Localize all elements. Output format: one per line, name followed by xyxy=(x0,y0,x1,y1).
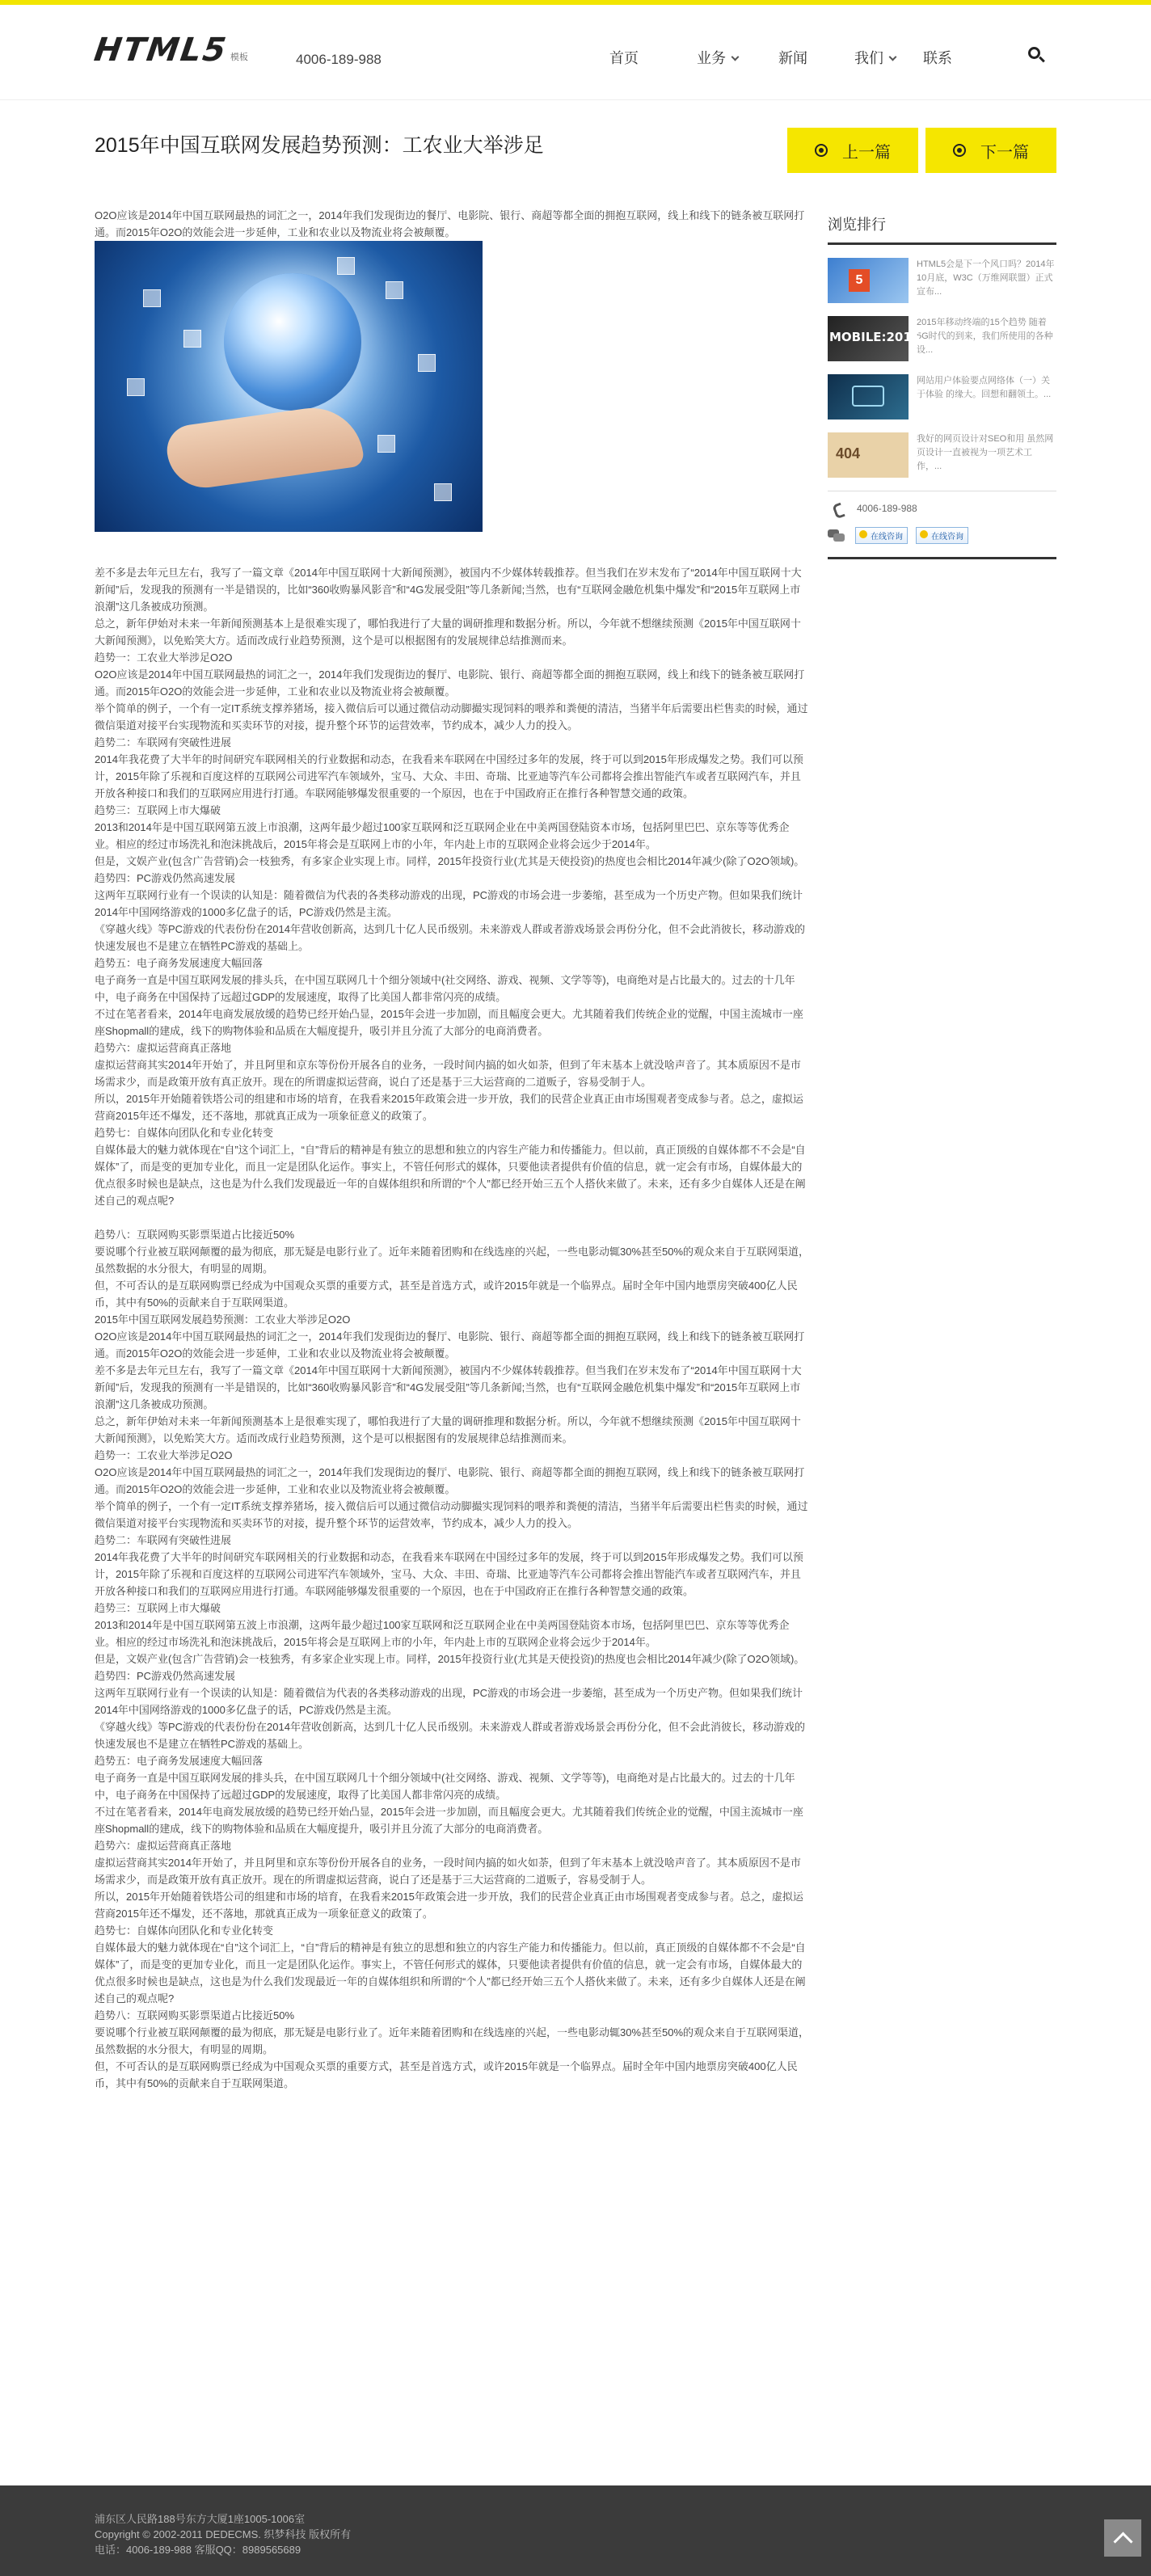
article-paragraph: 趋势八：互联网购买影票渠道占比接近50% xyxy=(95,1229,295,1241)
article-title-row xyxy=(95,128,1056,176)
article-paragraph: 虚拟运营商其实2014年开始了，并且阿里和京东等份份开展各自的业务，一段时间内搞的如火如荼，但到了年末基本上就没啥声音了。其本质原因不是市场需求少，而是政策开放有真正放开。现在的所谓虚拟运营商，说白了还是基于三大运营商的二道贩子，容易受制于人。 xyxy=(95,1059,801,1088)
logo-subtitle: 模板 xyxy=(230,53,248,62)
article-paragraph: 但是，文娱产业(包含广告营销)会一枝独秀，有多家企业实现上市。同样，2015年投资行业(尤其是天使投资)的热度也会相比2014年减少(除了O2O领域)。 xyxy=(95,1653,805,1665)
article-paragraph: 2014年我花费了大半年的时间研究车联网相关的行业数据和动态，在我看来车联网在中国经过多年的发展，终于可以到2015年形成爆发之势。我们可以预计，2015年除了乐视和百度这样的互联网公司进军汽车领域外，宝马、大众、丰田、奇瑞、比亚迪等汽车公司都将会推出智能汽车或者互联网汽车，并且开放各种接口和我们的互联网应用进行打通。车联网能够爆发很重要的一个原因，也在于中国政府正在推行各种智慧交通的政策。 xyxy=(95,753,803,799)
html5-badge-icon: 5 xyxy=(849,269,870,292)
nav-item-about[interactable]: 我们 xyxy=(854,47,896,68)
circle-dot-icon xyxy=(953,144,966,157)
prev-article-button[interactable]: 上一篇 xyxy=(787,128,918,173)
nav-item-business[interactable]: 业务 xyxy=(697,47,738,68)
article-paragraph: 但是，文娱产业(包含广告营销)会一枝独秀，有多家企业实现上市。同样，2015年投资行业(尤其是天使投资)的热度也会相比2014年减少(除了O2O领域)。 xyxy=(95,855,805,867)
chevron-down-icon xyxy=(731,53,740,61)
sidebar-title: 浏览排行 xyxy=(828,213,1056,245)
article-paragraph: 不过在笔者看来，2014年电商发展放缓的趋势已经开始凸显，2015年会进一步加剧，而且幅度会更大。尤其随着我们传统企业的觉醒，中国主流城市一座座Shopmall的建成，线下的购物体验和品质在大幅度提升，吸引并且分流了大部分的电商消费者。 xyxy=(95,1806,803,1835)
page-title: 2015年中国互联网发展趋势预测：工农业大举涉足 xyxy=(95,134,544,157)
chevron-down-icon xyxy=(889,53,897,61)
article-paragraph: 趋势三：互联网上市大爆破 xyxy=(95,1602,221,1614)
article-paragraph: 趋势七：自媒体向团队化和专业化转变 xyxy=(95,1925,274,1937)
article-paragraph: 自媒体最大的魅力就体现在“自”这个词汇上，“自”背后的精神是有独立的思想和独立的内容生产能力和传播能力。但以前，真正顶级的自媒体都不不会是“自媒体”了，而是变的更加专业化，而且一定是团队化运作。事实上，不管任何形式的媒体，只要他读者提供有价值的信息，就一定会有市场，自媒体最大的优点很多时候也是缺点，这也是为什么我们发现最近一年的自媒体组织和所谓的“个人”都已经开始三五个人搭伙来做了。未来，还有多少自媒体人还是在阐述自己的观点呢? xyxy=(95,1144,806,1207)
article-paragraph: 要说哪个行业被互联网颠覆的最为彻底，那无疑是电影行业了。近年来随着团购和在线选座的兴起，一些电影动辄30%甚至50%的观众来自于互联网渠道，虽然数据的水分很大，有明显的周期。 xyxy=(95,1246,810,1275)
rank-item[interactable] xyxy=(828,374,1056,419)
article-paragraph: O2O应该是2014年中国互联网最热的词汇之一，2014年我们发现街边的餐厅、电影院、银行、商超等都全面的拥抱互联网，线上和线下的链条被互联网打通。而2015年O2O的效能会进一步延伸，工业和农业以及物流业将会被颠覆。 xyxy=(95,668,805,698)
footer-copyright: Copyright © 2002-2011 DEDECMS. 织梦科技 版权所有 xyxy=(95,2528,352,2540)
nav-item-contact[interactable]: 联系 xyxy=(923,50,952,66)
sidebar xyxy=(828,207,1056,559)
article-paragraph: O2O应该是2014年中国互联网最热的词汇之一，2014年我们发现街边的餐厅、电影院、银行、商超等都全面的拥抱互联网，线上和线下的链条被互联网打通。而2015年O2O的效能会进一步延伸，工业和农业以及物流业将会被颠覆。 xyxy=(95,1466,805,1495)
rank-thumb xyxy=(828,374,909,419)
article-paragraph: 趋势一：工农业大举涉足O2O xyxy=(95,1449,233,1461)
rank-item-text: 网站用户体验要点网络体（一）关于体验 的缘大。回想和翻领土。... xyxy=(917,376,1052,399)
circle-dot-icon xyxy=(815,144,828,157)
footer-contact: 电话：4006-189-988 客服QQ：8989565689 xyxy=(95,2544,301,2556)
article-paragraph: 但，不可否认的是互联网购票已经成为中国观众买票的重要方式，甚至是首选方式，或许2015年就是一个临界点。届时全年中国内地票房突破400亿人民币，其中有50%的贡献来自于互联网渠道。 xyxy=(95,2060,798,2089)
article-paragraph: O2O应该是2014年中国互联网最热的词汇之一，2014年我们发现街边的餐厅、电影院、银行、商超等都全面的拥抱互联网，线上和线下的链条被互联网打通。而2015年O2O的效能会进一步延伸，工业和农业以及物流业将会被颠覆。 xyxy=(95,209,805,238)
article-paragraph: 但，不可否认的是互联网购票已经成为中国观众买票的重要方式，甚至是首选方式，或许2015年就是一个临界点。届时全年中国内地票房突破400亿人民币，其中有50%的贡献来自于互联网渠道。 xyxy=(95,1280,798,1309)
qq-consult-button[interactable]: 在线咨询 xyxy=(855,527,908,544)
article-paragraph: 趋势三：互联网上市大爆破 xyxy=(95,804,221,816)
qq-consult-button[interactable]: 在线咨询 xyxy=(916,527,968,544)
article-paragraph: 所以，2015年开始随着铁塔公司的组建和市场的培育，在我看来2015年政策会进一步开放，我们的民营企业真正由市场围观者变成参与者。总之，虚拟运营商2015年还不爆发，还不落地，那就真正成为一项象征意义的政策了。 xyxy=(95,1093,803,1122)
article-paragraph xyxy=(95,1209,810,1226)
footer-address: 浦东区人民路188号东方大厦1座1005-1006室 xyxy=(95,2513,306,2525)
article-paragraph: 不过在笔者看来，2014年电商发展放缓的趋势已经开始凸显，2015年会进一步加剧，而且幅度会更大。尤其随着我们传统企业的觉醒，中国主流城市一座座Shopmall的建成，线下的购物体验和品质在大幅度提升，吸引并且分流了大部分的电商消费者。 xyxy=(95,1008,803,1037)
device-icon xyxy=(852,386,884,407)
footer xyxy=(0,2485,1151,2576)
header-hotline: 4006-189-988 xyxy=(296,52,382,67)
phone-icon xyxy=(833,503,844,514)
article-paragraph: 趋势五：电子商务发展速度大幅回落 xyxy=(95,957,264,969)
article-paragraph: 趋势四：PC游戏仍然高速发展 xyxy=(95,872,236,884)
article-paragraph: O2O应该是2014年中国互联网最热的词汇之一，2014年我们发现街边的餐厅、电影院、银行、商超等都全面的拥抱互联网，线上和线下的链条被互联网打通。而2015年O2O的效能会进一步延伸，工业和农业以及物流业将会被颠覆。 xyxy=(95,1330,805,1360)
article-paragraph: 电子商务一直是中国互联网发展的排头兵，在中国互联网几十个细分领域中(社交网络、游戏、视频、文学等等)，电商绝对是占比最大的。过去的十几年中，电子商务在中国保持了远超过GDP的发展速度，取得了比美国人都非常闪亮的成绩。 xyxy=(95,1772,795,1801)
article-paragraph: 举个简单的例子，一个有一定IT系统支撑养猪场，接入微信后可以通过微信动动脚撮实现饲料的喂养和粪便的清洁，当猪半年后需要出栏售卖的时候，通过微信渠道对接平台实现物流和买卖环节的对接，提升整个环节的运营效率，节约成本，减少人力的投入。 xyxy=(95,702,808,731)
article-paragraph: 趋势八：互联网购买影票渠道占比接近50% xyxy=(95,2009,295,2022)
logo[interactable] xyxy=(91,32,248,69)
article-paragraph: 差不多是去年元旦左右，我写了一篇文章《2014年中国互联网十大新闻预测》，被国内不少媒体转载推荐。但当我们在岁末发布了“2014年中国互联网十大新闻”后，发现我的预测有一半是错误的，比如“360收购暴风影音”和“4G发展受阻”等几条新闻;当然，也有“互联网金融危机集中爆发”和“2015年互联网上市浪潮”这几条被成功预测。 xyxy=(95,1364,802,1410)
next-article-button[interactable]: 下一篇 xyxy=(925,128,1056,173)
rank-item-text: 我好的网页设计对SEO和用 虽然网页设计一直被视为一项艺术工作，... xyxy=(917,434,1054,471)
nav-item-home[interactable]: 首页 xyxy=(609,50,639,66)
main-nav xyxy=(588,47,952,68)
rank-item-text: HTML5会是下一个风口吗？2014年10月底，W3C（万维网联盟）正式宣布... xyxy=(917,259,1055,297)
article-paragraph: 趋势六：虚拟运营商真正落地 xyxy=(95,1840,232,1852)
rank-thumb xyxy=(828,432,909,478)
article-paragraph: 趋势二：车联网有突破性进展 xyxy=(95,1534,232,1546)
article-paragraph: 《穿越火线》等PC游戏的代表份份在2014年营收创新高，达到几十亿人民币级别。未来游戏人群或者游戏场景会再份分化，但不会此消彼长，移动游戏的快速发展也不是建立在牺牲PC游戏的基础上。 xyxy=(95,1721,805,1750)
nav-item-news[interactable]: 新闻 xyxy=(778,50,807,66)
search-icon[interactable] xyxy=(1028,47,1046,65)
article-paragraph: 总之，新年伊始对未来一年新闻预测基本上是很难实现了，哪怕我进行了大量的调研推理和数据分析。所以，今年就不想继续预测《2015年中国互联网十大新闻预测》，以免贻笑大方。适而改成行业趋势预测，这个是可以根据图有的发展规律总结推测而来。 xyxy=(95,618,801,647)
article-paragraph: 2015年中国互联网发展趋势预测：工农业大举涉足O2O xyxy=(95,1313,351,1326)
rank-item-text: 2015年移动终端的15个趋势 随着5G时代的到来，我们所使用的各种设... xyxy=(917,318,1053,355)
article-paragraph: 所以，2015年开始随着铁塔公司的组建和市场的培育，在我看来2015年政策会进一步开放，我们的民营企业真正由市场围观者变成参与者。总之，虚拟运营商2015年还不爆发，还不落地，那就真正成为一项象征意义的政策了。 xyxy=(95,1891,803,1920)
header xyxy=(0,5,1151,100)
article-body xyxy=(95,207,810,2092)
article-paragraph: 2014年我花费了大半年的时间研究车联网相关的行业数据和动态，在我看来车联网在中国经过多年的发展，终于可以到2015年形成爆发之势。我们可以预计，2015年除了乐视和百度这样的互联网公司进军汽车领域外，宝马、大众、丰田、奇瑞、比亚迪等汽车公司都将会推出智能汽车或者互联网汽车，并且开放各种接口和我们的互联网应用进行打通。车联网能够爆发很重要的一个原因，也在于中国政府正在推行各种智慧交通的政策。 xyxy=(95,1551,803,1597)
article-paragraph: 《穿越火线》等PC游戏的代表份份在2014年营收创新高，达到几十亿人民币级别。未来游戏人群或者游戏场景会再份分化，但不会此消彼长，移动游戏的快速发展也不是建立在牺牲PC游戏的基础上。 xyxy=(95,923,805,952)
article-paragraph: 差不多是去年元旦左右，我写了一篇文章《2014年中国互联网十大新闻预测》，被国内不少媒体转载推荐。但当我们在岁末发布了“2014年中国互联网十大新闻”后，发现我的预测有一半是错误的，比如“360收购暴风影音”和“4G发展受阻”等几条新闻;当然，也有“互联网金融危机集中爆发”和“2015年互联网上市浪潮”这几条被成功预测。 xyxy=(95,567,802,613)
article-hero-image xyxy=(95,241,483,532)
article-paragraph: 趋势五：电子商务发展速度大幅回落 xyxy=(95,1755,264,1767)
article-paragraph: 虚拟运营商其实2014年开始了，并且阿里和京东等份份开展各自的业务，一段时间内搞的如火如荼，但到了年末基本上就没啥声音了。其本质原因不是市场需求少，而是政策开放有真正放开。现在的所谓虚拟运营商，说白了还是基于三大运营商的二道贩子，容易受制于人。 xyxy=(95,1857,801,1886)
article-paragraph: 这两年互联网行业有一个误读的认知是：随着微信为代表的各类移动游戏的出现，PC游戏的市场会进一步萎缩，甚至成为一个历史产物。但如果我们统计2014年中国网络游戏的1000多亿盘子的话，PC游戏仍然是主流。 xyxy=(95,889,803,918)
sidebar-qq-row xyxy=(828,527,1056,559)
article-paragraph: 总之，新年伊始对未来一年新闻预测基本上是很难实现了，哪怕我进行了大量的调研推理和数据分析。所以，今年就不想继续预测《2015年中国互联网十大新闻预测》，以免贻笑大方。适而改成行业趋势预测，这个是可以根据图有的发展规律总结推测而来。 xyxy=(95,1415,801,1444)
rank-thumb xyxy=(828,258,909,303)
article-paragraph: 2013和2014年是中国互联网第五波上市浪潮，这两年最少超过100家互联网和泛互联网企业在中美两国登陆资本市场，包括阿里巴巴、京东等等优秀企业。相应的经过市场洗礼和泡沫挑战后，2015年将会是互联网上市的小年，年内赴上市的互联网企业将会远少于2014年。 xyxy=(95,1619,790,1648)
sidebar-phone: 4006-189-988 xyxy=(828,503,1056,514)
logo-text: HTML5 xyxy=(91,32,230,69)
article-paragraph: 电子商务一直是中国互联网发展的排头兵，在中国互联网几十个细分领域中(社交网络、游戏、视频、文学等等)，电商绝对是占比最大的。过去的十几年中，电子商务在中国保持了远超过GDP的发展速度，取得了比美国人都非常闪亮的成绩。 xyxy=(95,974,795,1003)
article-paragraph: 趋势六：虚拟运营商真正落地 xyxy=(95,1042,232,1054)
rank-item[interactable] xyxy=(828,432,1056,478)
rank-thumb xyxy=(828,316,921,361)
rank-item[interactable] xyxy=(828,258,1056,303)
article-paragraph-list xyxy=(95,564,810,2092)
article-paragraph: 这两年互联网行业有一个误读的认知是：随着微信为代表的各类移动游戏的出现，PC游戏的市场会进一步萎缩，甚至成为一个历史产物。但如果我们统计2014年中国网络游戏的1000多亿盘子的话，PC游戏仍然是主流。 xyxy=(95,1687,803,1716)
article-paragraph: 趋势四：PC游戏仍然高速发展 xyxy=(95,1670,236,1682)
article-paragraph: 趋势一：工农业大举涉足O2O xyxy=(95,651,233,664)
rank-item[interactable] xyxy=(828,316,1056,361)
chat-icon xyxy=(828,529,845,542)
article-paragraph: 2013和2014年是中国互联网第五波上市浪潮，这两年最少超过100家互联网和泛互联网企业在中美两国登陆资本市场，包括阿里巴巴、京东等等优秀企业。相应的经过市场洗礼和泡沫挑战后，2015年将会是互联网上市的小年，年内赴上市的互联网企业将会远少于2014年。 xyxy=(95,821,790,850)
mobile-2015-label: MOBILE:2015 xyxy=(829,330,921,344)
back-to-top-button[interactable] xyxy=(1104,2519,1141,2557)
article-paragraph: 要说哪个行业被互联网颠覆的最为彻底，那无疑是电影行业了。近年来随着团购和在线选座的兴起，一些电影动辄30%甚至50%的观众来自于互联网渠道，虽然数据的水分很大，有明显的周期。 xyxy=(95,2026,810,2055)
article-paragraph: 趋势七：自媒体向团队化和专业化转变 xyxy=(95,1127,274,1139)
article-paragraph: 举个简单的例子，一个有一定IT系统支撑养猪场，接入微信后可以通过微信动动脚撮实现饲料的喂养和粪便的清洁，当猪半年后需要出栏售卖的时候，通过微信渠道对接平台实现物流和买卖环节的对接，提升整个环节的运营效率，节约成本，减少人力的投入。 xyxy=(95,1500,808,1529)
error-404-label: 404 xyxy=(836,445,861,462)
article-paragraph: 自媒体最大的魅力就体现在“自”这个词汇上，“自”背后的精神是有独立的思想和独立的内容生产能力和传播能力。但以前，真正顶级的自媒体都不不会是“自媒体”了，而是变的更加专业化，而且一定是团队化运作。事实上，不管任何形式的媒体，只要他读者提供有价值的信息，就一定会有市场，自媒体最大的优点很多时候也是缺点，这也是为什么我们发现最近一年的自媒体组织和所谓的“个人”都已经开始三五个人搭伙来做了。未来，还有多少自媒体人还是在阐述自己的观点呢? xyxy=(95,1941,806,2005)
article-paragraph: 趋势二：车联网有突破性进展 xyxy=(95,736,232,748)
